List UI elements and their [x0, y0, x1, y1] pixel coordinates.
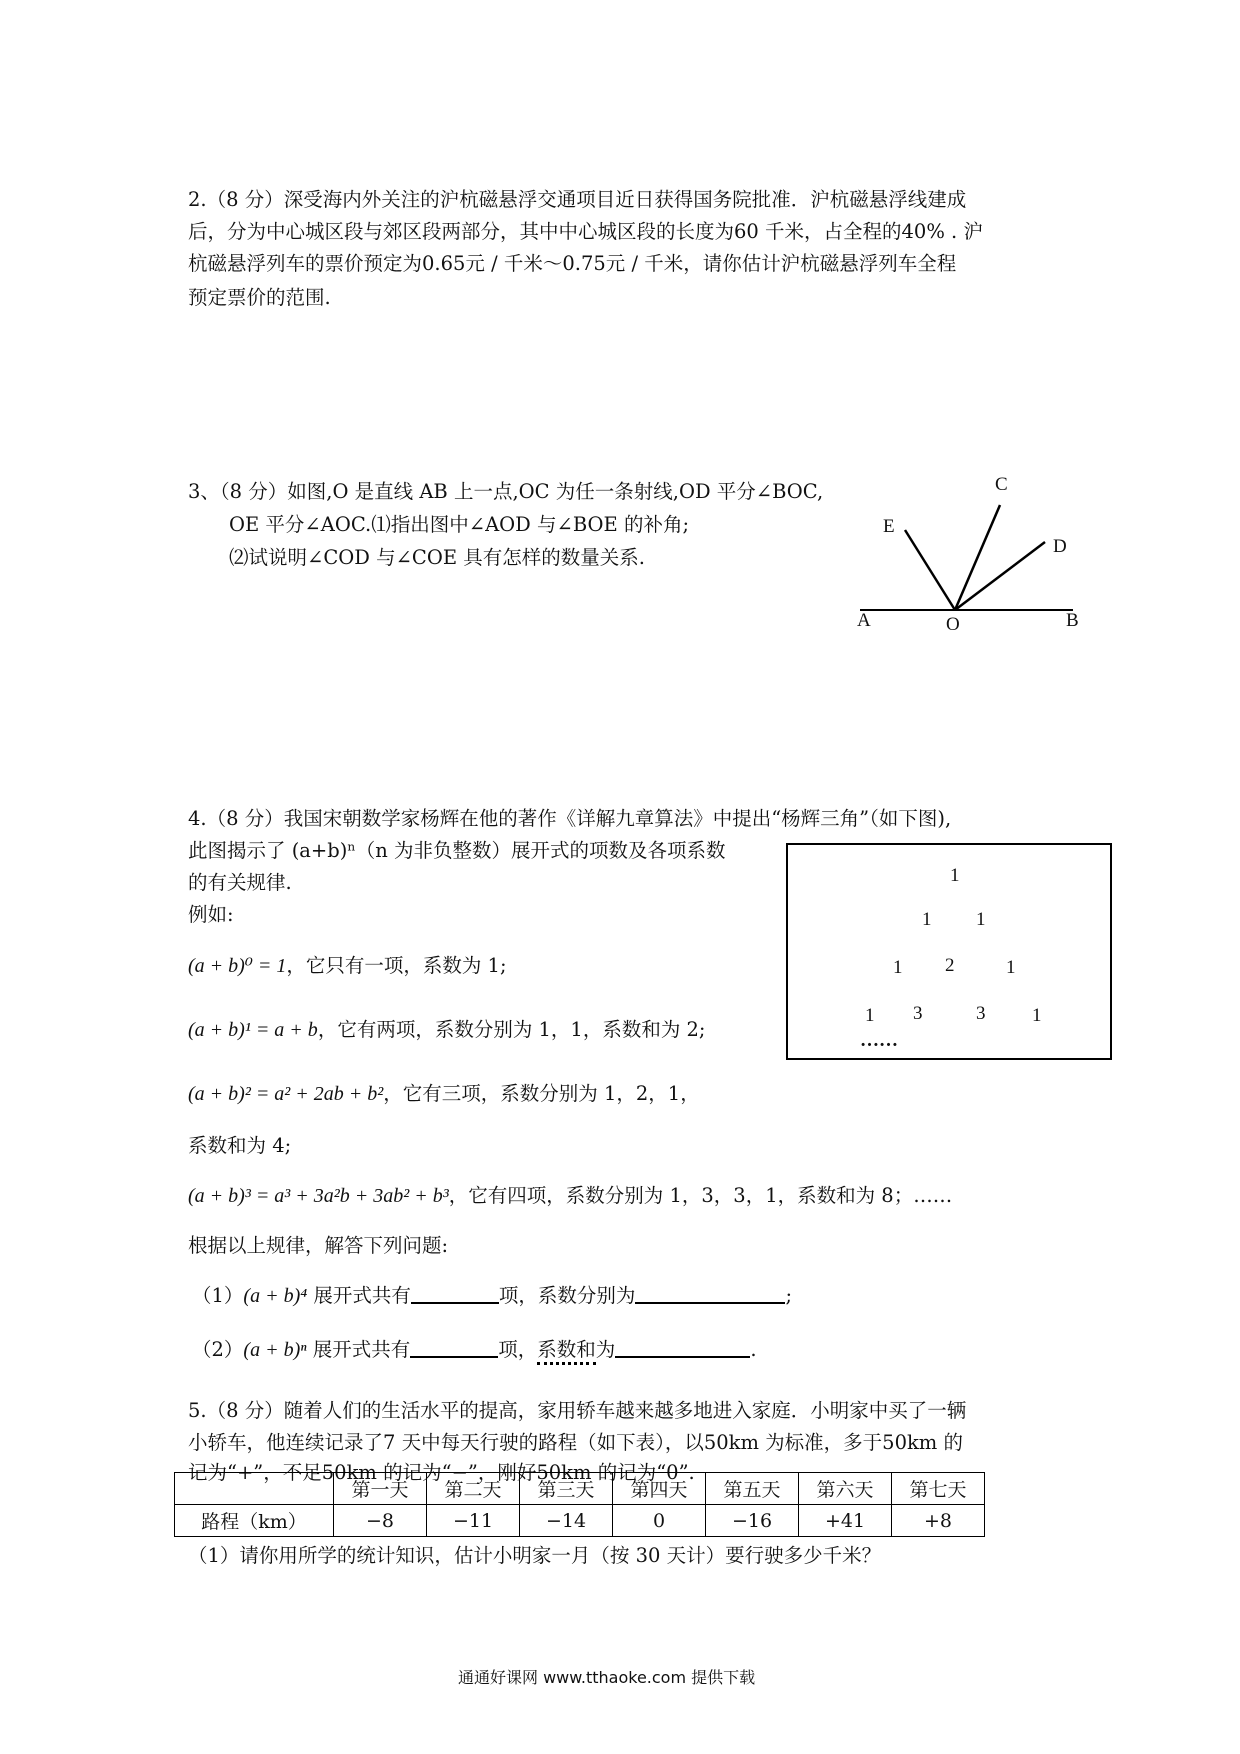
label-c: C	[995, 474, 1008, 495]
table-cell: 0	[613, 1505, 706, 1537]
part-2-text-b: 项，	[498, 1338, 538, 1361]
part-1-text-a: 展开式共有	[313, 1284, 411, 1307]
q4-example-label: 例如:	[188, 903, 234, 926]
answer-blank-terms[interactable]	[411, 1280, 499, 1304]
table-cell: −11	[427, 1505, 520, 1537]
q3-line-2: OE 平分∠AOC.⑴指出图中∠AOD 与∠BOE 的补角;	[229, 513, 690, 536]
triangle-r3-2: 3	[976, 1003, 986, 1024]
q5-line-2: 小轿车，他连续记录了7 天中每天行驶的路程（如下表），以50km 为标准，多于50km 的	[188, 1431, 963, 1454]
triangle-r3-0: 1	[865, 1005, 875, 1026]
part-1-formula: (a + b)⁴	[243, 1285, 308, 1307]
q2-line-1: 2.（8 分）深受海内外关注的沪杭磁悬浮交通项目近日获得国务院批准．沪杭磁悬浮线建成	[188, 188, 967, 211]
q5-line-1: 5.（8 分）随着人们的生活水平的提高，家用轿车越来越多地进入家庭．小明家中买了一辆	[188, 1399, 967, 1422]
q4-line-2: 此图揭示了 (a+b)ⁿ（n 为非负整数）展开式的项数及各项系数	[188, 839, 726, 862]
yang-hui-triangle-box	[786, 843, 1112, 1060]
table-cell: +8	[892, 1505, 985, 1537]
table-row-label: 路程（km）	[175, 1505, 334, 1537]
page-footer: 通通好课网 www.tthaoke.com 提供下载	[458, 1668, 756, 1687]
formula-1: (a + b)¹ = a + b	[188, 1019, 318, 1041]
q4-line-1: 4.（8 分）我国宋朝数学家杨辉在他的著作《详解九章算法》中提出“杨辉三角”（如下图),	[188, 807, 952, 830]
ray-oe	[905, 530, 955, 610]
example-3-text: ，它有四项，系数分别为 1，3，3，1，系数和为 8；……	[448, 1184, 953, 1207]
triangle-r1-1: 1	[976, 909, 986, 930]
answer-blank-coefficients[interactable]	[635, 1280, 785, 1304]
label-a: A	[857, 610, 871, 631]
triangle-r0-0: 1	[950, 865, 960, 886]
label-e: E	[883, 516, 895, 537]
table-header-cell: 第四天	[613, 1473, 706, 1505]
part-2-end: .	[750, 1338, 757, 1361]
formula-0: (a + b)⁰ = 1	[188, 955, 287, 977]
q4-example-0	[188, 950, 507, 982]
label-b: B	[1066, 610, 1079, 631]
table-header-cell: 第六天	[799, 1473, 892, 1505]
table-cell: −16	[706, 1505, 799, 1537]
angle-figure-lines	[845, 480, 1085, 635]
q2-line-2: 后，分为中心城区段与郊区段两部分，其中中心城区段的长度为60 千米，占全程的40% . 沪	[188, 220, 983, 243]
q4-example-2-cont: 系数和为 4;	[188, 1134, 292, 1157]
table-cell: +41	[799, 1505, 892, 1537]
example-1-text: ，它有两项，系数分别为 1，1，系数和为 2;	[317, 1018, 706, 1041]
label-d: D	[1053, 536, 1067, 557]
triangle-r3-3: 1	[1032, 1005, 1042, 1026]
answer-blank-coefficient-sum[interactable]	[615, 1334, 750, 1358]
part-2-formula: (a + b)ⁿ	[243, 1339, 307, 1361]
q4-example-3	[188, 1180, 952, 1212]
emphasis-coefficient-sum: 系数和	[537, 1338, 596, 1365]
example-0-text: ，它只有一项，系数为 1;	[286, 954, 507, 977]
label-o: O	[946, 614, 960, 635]
table-cell: −8	[334, 1505, 427, 1537]
q5-sub-1: （1）请你用所学的统计知识，估计小明家一月（按 30 天计）要行驶多少千米？	[188, 1544, 882, 1567]
formula-3: (a + b)³ = a³ + 3a²b + 3ab² + b³	[188, 1185, 449, 1207]
table-row	[175, 1505, 985, 1537]
triangle-ellipsis: ……	[860, 1030, 898, 1051]
q3-line-1: 3、（8 分）如图,O 是直线 AB 上一点,OC 为任一条射线,OD 平分∠BOC,	[188, 480, 824, 503]
part-1-text-b: 项，系数分别为	[498, 1284, 636, 1307]
q2-line-3: 杭磁悬浮列车的票价预定为0.65元 / 千米～0.75元 / 千米，请你估计沪杭磁悬浮列车全程	[188, 252, 957, 275]
part-2-text-a: 展开式共有	[312, 1338, 411, 1361]
mileage-table	[174, 1472, 985, 1537]
part-2-text-d: 为	[595, 1338, 616, 1361]
q4-part-2	[192, 1334, 757, 1366]
triangle-r2-0: 1	[893, 957, 903, 978]
q4-part-1	[192, 1280, 792, 1312]
q5-line-3: 记为“+”，不足50km 的记为“−”，刚好50km 的记为“0”.	[188, 1461, 695, 1484]
formula-2: (a + b)² = a² + 2ab + b²	[188, 1083, 384, 1105]
q3-line-3: ⑵试说明∠COD 与∠COE 具有怎样的数量关系.	[229, 546, 645, 569]
table-header-cell: 第一天	[334, 1473, 427, 1505]
angle-figure	[845, 474, 1085, 635]
table-header-row	[175, 1473, 985, 1505]
q4-example-2	[188, 1078, 700, 1110]
table-header-cell: 第五天	[706, 1473, 799, 1505]
part-1-prefix: （1）	[192, 1284, 244, 1307]
triangle-r1-0: 1	[922, 909, 932, 930]
q4-example-1	[188, 1014, 706, 1046]
table-header-cell	[175, 1473, 334, 1505]
example-2-text: ，它有三项，系数分别为 1，2，1，	[383, 1082, 700, 1105]
triangle-r2-1: 2	[945, 955, 955, 976]
part-1-end: ;	[785, 1284, 793, 1307]
triangle-r2-2: 1	[1006, 957, 1016, 978]
q4-line-3: 的有关规律.	[188, 871, 292, 894]
table-header-cell: 第三天	[520, 1473, 613, 1505]
q4-rule: 根据以上规律，解答下列问题:	[188, 1234, 449, 1257]
q2-line-4: 预定票价的范围.	[188, 286, 331, 309]
table-cell: −14	[520, 1505, 613, 1537]
table-header-cell: 第七天	[892, 1473, 985, 1505]
table-header-cell: 第二天	[427, 1473, 520, 1505]
triangle-r3-1: 3	[913, 1003, 923, 1024]
part-2-prefix: （2）	[192, 1338, 244, 1361]
answer-blank-terms-n[interactable]	[410, 1334, 498, 1358]
